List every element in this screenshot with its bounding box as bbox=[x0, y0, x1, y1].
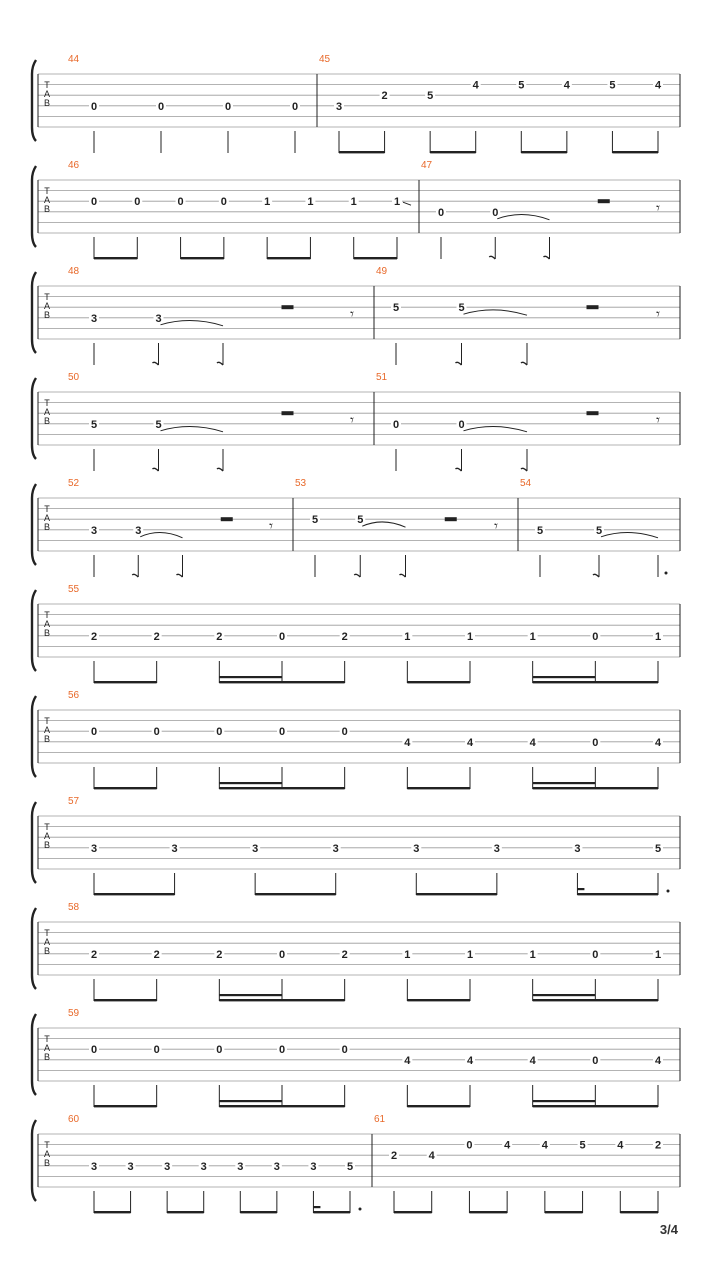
fret-number: 0 bbox=[90, 196, 98, 209]
measure-number: 50 bbox=[68, 372, 80, 383]
secondary-beam bbox=[219, 1100, 282, 1102]
fret-number: 0 bbox=[492, 206, 499, 219]
tab-system bbox=[32, 584, 680, 683]
note-flag bbox=[177, 574, 183, 577]
note-flag bbox=[400, 574, 406, 577]
system-bracket bbox=[32, 378, 36, 459]
fret-number: 2 bbox=[381, 90, 388, 103]
fret-number: 0 bbox=[592, 630, 599, 643]
fret-number: 1 bbox=[466, 630, 474, 643]
tab-clef-letter: T bbox=[44, 185, 50, 196]
fret-number: 3 bbox=[135, 524, 142, 537]
tab-clef-letter: T bbox=[44, 609, 50, 620]
measure-number: 52 bbox=[68, 478, 80, 489]
half-rest bbox=[221, 517, 233, 521]
beam bbox=[219, 1105, 344, 1107]
fret-number: 4 bbox=[563, 79, 570, 92]
fret-number: 0 bbox=[592, 1054, 599, 1067]
beam bbox=[267, 257, 310, 259]
fret-number: 3 bbox=[493, 842, 500, 855]
fret-number: 5 bbox=[458, 302, 465, 315]
fret-number: 5 bbox=[518, 79, 525, 92]
tab-clef-letter: B bbox=[43, 203, 51, 214]
fret-number: 2 bbox=[390, 1150, 398, 1163]
measure-number: 59 bbox=[68, 1008, 80, 1019]
fret-number: 5 bbox=[536, 524, 544, 537]
fret-number: 4 bbox=[529, 736, 536, 749]
fret-number: 3 bbox=[90, 524, 98, 537]
fret-number: 4 bbox=[654, 79, 662, 92]
fret-number: 2 bbox=[90, 630, 98, 643]
fret-number: 0 bbox=[278, 948, 286, 961]
beam bbox=[181, 257, 224, 259]
fret-number: 4 bbox=[472, 79, 479, 92]
tab-system bbox=[32, 266, 680, 365]
measure-number: 53 bbox=[295, 478, 307, 489]
note-flag bbox=[354, 574, 360, 577]
fret-number: 1 bbox=[307, 196, 314, 209]
beam bbox=[94, 893, 175, 895]
secondary-beam bbox=[533, 676, 596, 678]
fret-number: 4 bbox=[529, 1054, 536, 1067]
fret-number: 0 bbox=[278, 726, 286, 739]
fret-number: 5 bbox=[311, 514, 319, 527]
fret-number: 0 bbox=[278, 630, 286, 643]
tie bbox=[140, 533, 182, 538]
beam bbox=[612, 151, 658, 153]
beam bbox=[94, 1211, 131, 1213]
tab-clef-letter: T bbox=[44, 1139, 50, 1150]
measure-number: 45 bbox=[319, 54, 331, 65]
fret-number: 0 bbox=[341, 1044, 348, 1057]
fret-number: 0 bbox=[216, 726, 223, 739]
fret-number: 0 bbox=[341, 726, 348, 739]
tie bbox=[464, 310, 528, 315]
system-bracket bbox=[32, 60, 36, 141]
beam bbox=[313, 1211, 350, 1213]
tab-clef-letter: A bbox=[43, 300, 51, 311]
tab-system bbox=[32, 160, 680, 259]
measure-number: 47 bbox=[421, 160, 433, 171]
note-flag bbox=[593, 574, 599, 577]
tab-clef-letter: T bbox=[44, 79, 50, 90]
fret-number: 1 bbox=[529, 948, 536, 961]
system-bracket bbox=[32, 272, 36, 353]
fret-number: 3 bbox=[155, 312, 162, 325]
secondary-beam bbox=[533, 1100, 596, 1102]
beam bbox=[407, 681, 470, 683]
beam bbox=[533, 999, 658, 1001]
system-bracket bbox=[32, 908, 36, 989]
fret-number: 2 bbox=[216, 630, 223, 643]
eighth-rest: 𝄾 bbox=[350, 304, 354, 323]
fret-number: 3 bbox=[335, 100, 343, 113]
fret-number: 0 bbox=[278, 1044, 286, 1057]
beam bbox=[94, 787, 157, 789]
measure-number: 44 bbox=[68, 54, 80, 65]
fret-number: 0 bbox=[220, 196, 227, 209]
note-flag bbox=[521, 362, 527, 365]
tab-clef-letter: A bbox=[43, 406, 51, 417]
fret-number: 5 bbox=[609, 79, 616, 92]
beam bbox=[394, 1211, 432, 1213]
tab-system bbox=[32, 478, 680, 577]
fret-number: 4 bbox=[617, 1139, 624, 1152]
fret-number: 1 bbox=[654, 948, 662, 961]
tab-clef-letter: B bbox=[43, 97, 51, 108]
fret-number: 2 bbox=[341, 948, 348, 961]
tab-system bbox=[32, 372, 680, 471]
system-bracket bbox=[32, 1014, 36, 1095]
system-bracket bbox=[32, 590, 36, 671]
half-rest bbox=[598, 199, 610, 203]
fret-number: 0 bbox=[458, 418, 465, 431]
fret-number: 2 bbox=[153, 948, 160, 961]
fret-number: 4 bbox=[404, 736, 411, 749]
tie bbox=[464, 427, 528, 432]
tab-clef-letter: B bbox=[43, 627, 51, 638]
fret-number: 5 bbox=[346, 1160, 354, 1173]
tab-system bbox=[32, 1008, 680, 1107]
tab-clef-letter: A bbox=[43, 1148, 51, 1159]
fret-number: 4 bbox=[428, 1150, 435, 1163]
beam bbox=[469, 1211, 507, 1213]
tie bbox=[497, 215, 549, 220]
measure-number: 48 bbox=[68, 266, 80, 277]
system-bracket bbox=[32, 802, 36, 883]
secondary-beam bbox=[219, 782, 282, 784]
note-flag bbox=[456, 468, 462, 471]
dot bbox=[667, 890, 670, 893]
fret-number: 1 bbox=[529, 630, 536, 643]
fret-number: 0 bbox=[153, 1044, 160, 1057]
tab-system bbox=[32, 54, 680, 153]
note-flag bbox=[153, 362, 159, 365]
fret-number: 0 bbox=[291, 100, 299, 113]
fret-number: 3 bbox=[90, 1160, 98, 1173]
tab-system bbox=[32, 690, 680, 789]
measure-number: 49 bbox=[376, 266, 388, 277]
fret-number: 4 bbox=[466, 1054, 474, 1067]
tab-clef-letter: B bbox=[43, 1051, 51, 1062]
fret-number: 4 bbox=[466, 736, 474, 749]
eighth-rest: 𝄾 bbox=[656, 304, 660, 323]
system-bracket bbox=[32, 696, 36, 777]
fret-number: 3 bbox=[171, 842, 178, 855]
beam bbox=[219, 999, 344, 1001]
fret-number: 2 bbox=[216, 948, 223, 961]
fret-number: 3 bbox=[273, 1160, 280, 1173]
eighth-rest: 𝄾 bbox=[269, 516, 273, 535]
fret-number: 1 bbox=[404, 630, 411, 643]
secondary-beam bbox=[533, 782, 596, 784]
fret-number: 0 bbox=[153, 726, 160, 739]
fret-number: 0 bbox=[90, 100, 98, 113]
note-flag bbox=[456, 362, 462, 365]
tie bbox=[601, 533, 658, 538]
measure-number: 60 bbox=[68, 1114, 80, 1125]
fret-number: 2 bbox=[153, 630, 160, 643]
beam bbox=[533, 681, 658, 683]
dot bbox=[665, 572, 668, 575]
fret-number: 4 bbox=[504, 1139, 511, 1152]
fret-number: 4 bbox=[404, 1054, 411, 1067]
tab-clef-letter: T bbox=[44, 397, 50, 408]
fret-number: 1 bbox=[350, 196, 357, 209]
fret-number: 3 bbox=[237, 1160, 244, 1173]
note-flag bbox=[153, 468, 159, 471]
beam bbox=[416, 893, 497, 895]
note-flag bbox=[544, 256, 550, 259]
measure-number: 51 bbox=[376, 372, 388, 383]
beam bbox=[94, 999, 157, 1001]
system-bracket bbox=[32, 1120, 36, 1201]
beam bbox=[407, 787, 470, 789]
tab-clef-letter: T bbox=[44, 821, 50, 832]
fret-number: 0 bbox=[90, 1044, 98, 1057]
measure-number: 54 bbox=[520, 478, 532, 489]
beam bbox=[94, 681, 157, 683]
beam bbox=[407, 1105, 470, 1107]
tab-clef-letter: B bbox=[43, 309, 51, 320]
tie bbox=[362, 522, 405, 527]
system-bracket bbox=[32, 484, 36, 565]
beam bbox=[354, 257, 397, 259]
tab-system bbox=[32, 796, 680, 895]
eighth-rest: 𝄾 bbox=[656, 410, 660, 429]
tab-clef-letter: B bbox=[43, 839, 51, 850]
beam bbox=[219, 787, 344, 789]
measure-number: 58 bbox=[68, 902, 80, 913]
fret-number: 0 bbox=[392, 418, 400, 431]
fret-number: 5 bbox=[90, 418, 98, 431]
half-rest bbox=[282, 411, 294, 415]
tab-clef-letter: A bbox=[43, 936, 51, 947]
beam bbox=[219, 681, 344, 683]
tab-clef-letter: T bbox=[44, 1033, 50, 1044]
note-flag bbox=[521, 468, 527, 471]
tab-clef-letter: B bbox=[43, 945, 51, 956]
half-rest bbox=[587, 411, 599, 415]
tab-clef-letter: B bbox=[43, 521, 51, 532]
fret-number: 4 bbox=[654, 1054, 662, 1067]
tab-clef-letter: A bbox=[43, 88, 51, 99]
tab-system bbox=[32, 902, 680, 1001]
fret-number: 3 bbox=[164, 1160, 171, 1173]
fret-number: 5 bbox=[427, 90, 434, 103]
beam bbox=[430, 151, 476, 153]
tab-clef-letter: A bbox=[43, 194, 51, 205]
page-number: 3/4 bbox=[659, 1222, 678, 1237]
fret-number: 3 bbox=[310, 1160, 317, 1173]
note-flag bbox=[217, 362, 223, 365]
fret-number: 2 bbox=[90, 948, 98, 961]
tab-clef-letter: A bbox=[43, 618, 51, 629]
tab-clef-letter: T bbox=[44, 715, 50, 726]
fret-number: 5 bbox=[579, 1139, 586, 1152]
tab-clef-letter: A bbox=[43, 512, 51, 523]
fret-number: 5 bbox=[155, 418, 162, 431]
fret-number: 0 bbox=[592, 736, 599, 749]
fret-number: 1 bbox=[654, 630, 662, 643]
fret-number: 0 bbox=[216, 1044, 223, 1057]
fret-number: 2 bbox=[341, 630, 348, 643]
fret-number: 1 bbox=[393, 196, 401, 209]
beam bbox=[533, 1105, 658, 1107]
note-flag bbox=[132, 574, 138, 577]
beam bbox=[240, 1211, 277, 1213]
half-rest bbox=[587, 305, 599, 309]
tie bbox=[161, 427, 224, 432]
fret-number: 1 bbox=[264, 196, 271, 209]
beam bbox=[339, 151, 385, 153]
system-bracket bbox=[32, 166, 36, 247]
fret-number: 0 bbox=[157, 100, 165, 113]
fret-number: 5 bbox=[392, 302, 400, 315]
tab-clef-letter: B bbox=[43, 733, 51, 744]
beam bbox=[94, 1105, 157, 1107]
beam bbox=[521, 151, 567, 153]
tab-clef-letter: B bbox=[43, 415, 51, 426]
fret-number: 0 bbox=[177, 196, 184, 209]
secondary-beam bbox=[533, 994, 596, 996]
beam bbox=[167, 1211, 204, 1213]
tie bbox=[161, 321, 224, 326]
note-flag bbox=[489, 256, 495, 259]
measure-number: 46 bbox=[68, 160, 80, 171]
tab-clef-letter: A bbox=[43, 724, 51, 735]
fret-number: 4 bbox=[541, 1139, 548, 1152]
beam bbox=[94, 257, 137, 259]
measure-number: 57 bbox=[68, 796, 80, 807]
beam bbox=[577, 893, 658, 895]
beam bbox=[533, 787, 658, 789]
half-rest bbox=[282, 305, 294, 309]
secondary-beam bbox=[219, 676, 282, 678]
beam bbox=[620, 1211, 658, 1213]
fret-number: 3 bbox=[252, 842, 259, 855]
tab-clef-letter: A bbox=[43, 830, 51, 841]
fret-number: 3 bbox=[127, 1160, 134, 1173]
fret-number: 3 bbox=[574, 842, 581, 855]
note-flag bbox=[217, 468, 223, 471]
fret-number: 3 bbox=[332, 842, 339, 855]
fret-number: 0 bbox=[592, 948, 599, 961]
fret-number: 5 bbox=[654, 842, 662, 855]
tab-clef-letter: T bbox=[44, 503, 50, 514]
fret-number: 3 bbox=[90, 842, 98, 855]
beam bbox=[255, 893, 336, 895]
tab-system bbox=[32, 1114, 680, 1213]
secondary-beam bbox=[219, 994, 282, 996]
tab-clef-letter: T bbox=[44, 927, 50, 938]
fret-number: 3 bbox=[200, 1160, 207, 1173]
tab-clef-letter: B bbox=[43, 1157, 51, 1168]
fret-number: 0 bbox=[134, 196, 141, 209]
beam-stub bbox=[313, 1206, 320, 1208]
fret-number: 0 bbox=[90, 726, 98, 739]
beam bbox=[545, 1211, 583, 1213]
tab-clef-letter: T bbox=[44, 291, 50, 302]
fret-number: 0 bbox=[466, 1139, 473, 1152]
beam-stub bbox=[577, 888, 584, 890]
fret-number: 5 bbox=[595, 524, 603, 537]
tab-clef-letter: A bbox=[43, 1042, 51, 1053]
fret-number: 2 bbox=[654, 1139, 662, 1152]
measure-number: 56 bbox=[68, 690, 80, 701]
measure-number: 55 bbox=[68, 584, 80, 595]
measure-number: 61 bbox=[374, 1114, 386, 1125]
slide bbox=[403, 202, 411, 205]
fret-number: 1 bbox=[404, 948, 411, 961]
fret-number: 5 bbox=[357, 514, 364, 527]
fret-number: 0 bbox=[437, 206, 445, 219]
eighth-rest: 𝄾 bbox=[656, 198, 660, 217]
half-rest bbox=[445, 517, 457, 521]
beam bbox=[407, 999, 470, 1001]
fret-number: 1 bbox=[466, 948, 474, 961]
fret-number: 0 bbox=[224, 100, 232, 113]
dot bbox=[359, 1208, 362, 1211]
fret-number: 4 bbox=[654, 736, 662, 749]
fret-number: 3 bbox=[413, 842, 420, 855]
eighth-rest: 𝄾 bbox=[350, 410, 354, 429]
eighth-rest: 𝄾 bbox=[494, 516, 498, 535]
fret-number: 3 bbox=[90, 312, 98, 325]
